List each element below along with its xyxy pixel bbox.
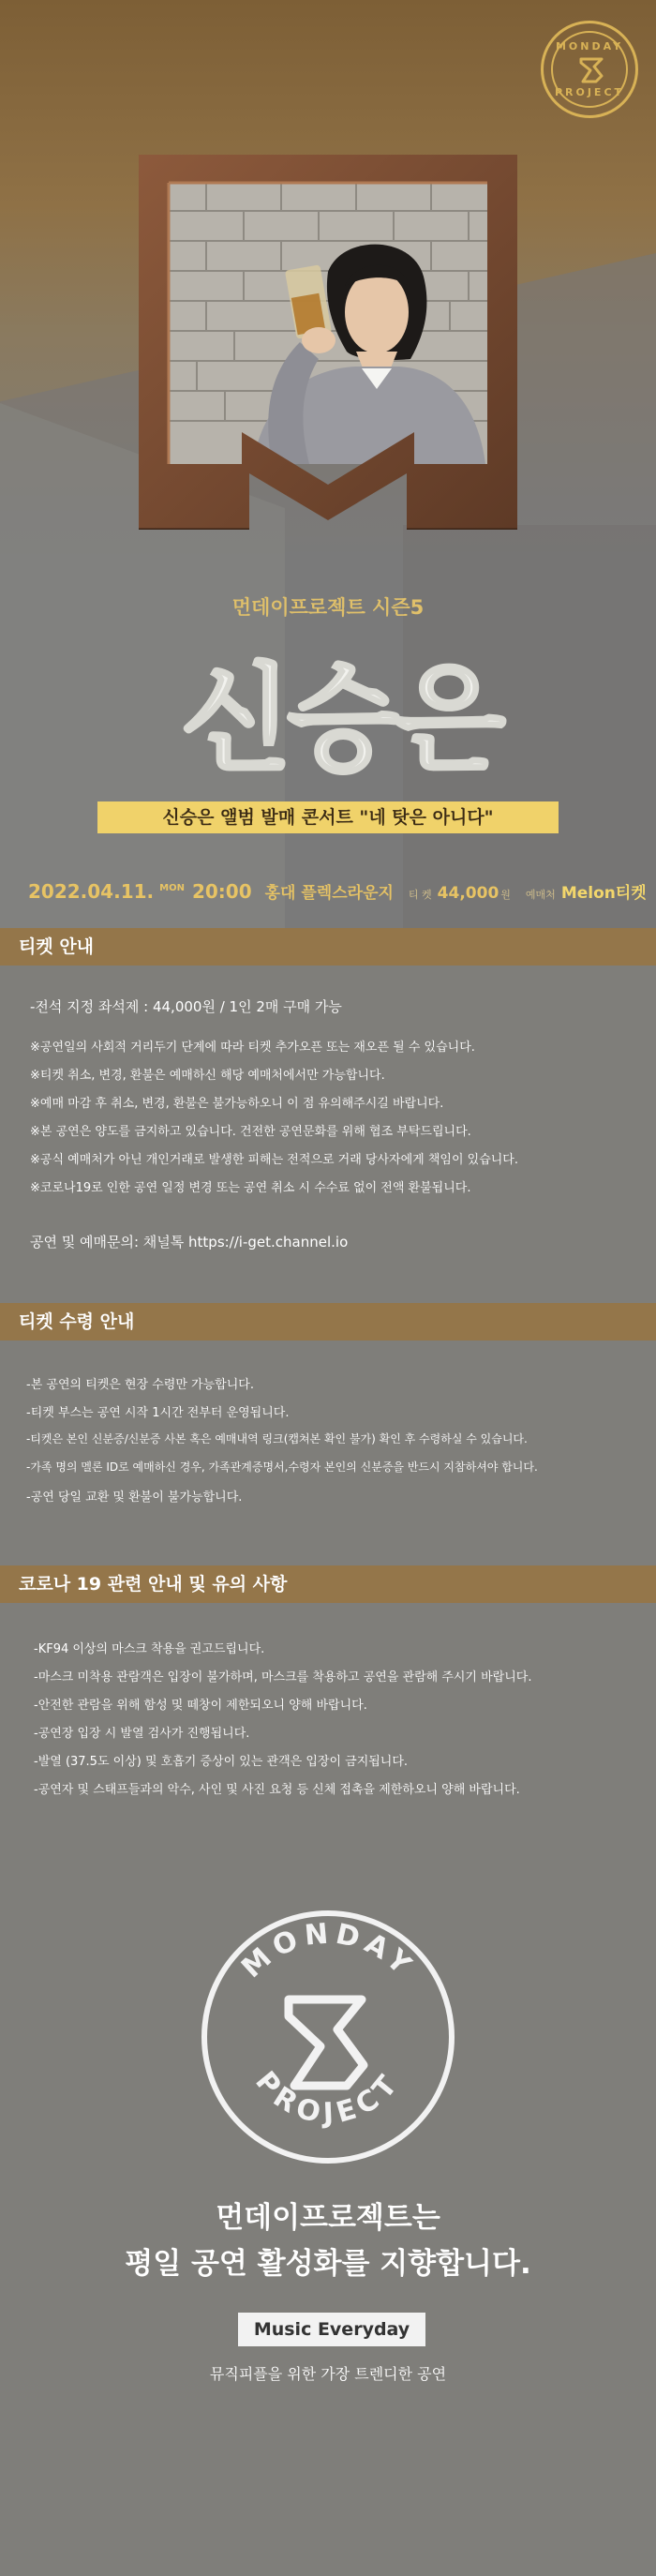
music-everyday-badge: Music Everyday <box>238 2313 425 2346</box>
info-line: -발열 (37.5도 이상) 및 호흡기 증상이 있는 관객은 입장이 금지됩니다. <box>34 1755 409 1769</box>
logo-text-top: MONDAY <box>555 40 624 52</box>
artist-name-title <box>148 647 532 787</box>
info-line: -본 공연의 티켓은 현장 수령만 가능합니다. <box>26 1378 254 1392</box>
contact-line[interactable]: 공연 및 예매문의: 채널톡 https://i-get.channel.io <box>30 1234 349 1251</box>
monday-glyph-icon <box>575 53 609 87</box>
monday-glyph-icon <box>289 1999 364 2086</box>
monday-project-logo <box>541 21 638 118</box>
info-line: ※예매 마감 후 취소, 변경, 환불은 불가능하오니 이 점 유의해주시길 바랍니다. <box>30 1097 444 1111</box>
info-line: ※본 공연은 양도를 금지하고 있습니다. 건전한 공연문화를 위해 협조 부탁드립니다. <box>30 1125 471 1139</box>
footer-logo-text-top: MONDAY <box>235 1917 422 1985</box>
info-line: -전석 지정 좌석제 : 44,000원 / 1인 2매 구매 가능 <box>30 998 342 1015</box>
event-venue: 홍대 플렉스라운지 <box>264 884 394 903</box>
info-line: -티켓은 본인 신분증/신분증 사본 혹은 예매내역 링크(캡쳐본 확인 불가) 확인 후 수령하실 수 있습니다. <box>26 1432 528 1445</box>
info-line: -티켓 부스는 공연 시작 1시간 전부터 운영됩니다. <box>26 1406 290 1420</box>
svg-text:MONDAY <box>235 1917 421 1984</box>
artist-name-text: 신승은 <box>180 652 500 787</box>
info-line: -KF94 이상의 마스크 착용을 권고드립니다. <box>34 1642 265 1656</box>
section-title-ticket-info: 티켓 안내 <box>0 928 656 966</box>
info-line: ※공연일의 사회적 거리두기 단계에 따라 티켓 추가오픈 또는 재오픈 될 수 있습니다. <box>30 1041 475 1055</box>
info-line: ※티켓 취소, 변경, 환불은 예매하신 해당 예매처에서만 가능합니다. <box>30 1069 385 1083</box>
info-line: ※공식 예매처가 아닌 개인거래로 발생한 피해는 전적으로 거래 당사자에게 책임이 있습니다. <box>30 1153 518 1167</box>
event-date: 2022.04.11. <box>28 880 155 903</box>
info-line: ※코로나19로 인한 공연 일정 변경 또는 공연 취소 시 수수료 없이 전액 환불됩니다. <box>30 1181 471 1195</box>
event-info-line <box>28 879 647 907</box>
m-letter-frame <box>139 155 517 530</box>
footer-logo-text-bottom: PROJECT <box>248 2065 408 2132</box>
footer-tagline-1: 먼데이프로젝트는 <box>216 2201 440 2235</box>
section-ticket-info <box>0 966 656 1303</box>
price-unit: 원 <box>500 889 511 901</box>
concert-subtitle: 신승은 앨범 발매 콘서트 "네 탓은 아니다" <box>97 801 559 833</box>
section-title-ticket-pickup: 티켓 수령 안내 <box>0 1303 656 1340</box>
info-line: -공연장 입장 시 발열 검사가 진행됩니다. <box>34 1727 250 1741</box>
info-line: -가족 명의 멜론 ID로 예매하신 경우, 가족관계증명서,수령자 본인의 신분증을 반드시 지참하셔야 합니다. <box>26 1460 538 1474</box>
season-title: 먼데이프로젝트 시즌5 <box>231 596 425 619</box>
section-ticket-pickup <box>0 1340 656 1565</box>
hero-banner <box>0 0 656 928</box>
melon-ticket-link[interactable]: Melon티켓 <box>560 884 647 903</box>
event-day: MON <box>159 883 185 893</box>
info-line: -공연 당일 교환 및 환불이 불가능합니다. <box>26 1490 243 1505</box>
info-line: -공연자 및 스태프들과의 악수, 사인 및 사진 요청 등 신체 접촉을 제한하오니 양해 바랍니다. <box>34 1783 520 1797</box>
seller-label: 예매처 <box>525 889 556 901</box>
info-line: -마스크 미착용 관람객은 입장이 불가하며, 마스크를 착용하고 공연을 관람해 주시기 바랍니다. <box>34 1670 532 1685</box>
footer-subtitle: 뮤직피플을 위한 가장 트렌디한 공연 <box>209 2365 447 2383</box>
svg-text:PROJECT <box>248 2065 407 2131</box>
event-time: 20:00 <box>191 880 252 903</box>
footer-monday-project-logo <box>197 1906 459 2168</box>
logo-text-bottom: PROJECT <box>554 86 625 98</box>
section-title-covid: 코로나 19 관련 안내 및 유의 사항 <box>0 1565 656 1603</box>
section-covid-notice <box>0 1603 656 1875</box>
price-label: 티 켓 <box>408 889 432 901</box>
ticket-price: 44,000 <box>437 884 499 903</box>
info-line: -안전한 관람을 위해 함성 및 떼창이 제한되오니 양해 바랍니다. <box>34 1699 367 1713</box>
footer-tagline-2: 평일 공연 활성화를 지향합니다. <box>125 2247 531 2281</box>
